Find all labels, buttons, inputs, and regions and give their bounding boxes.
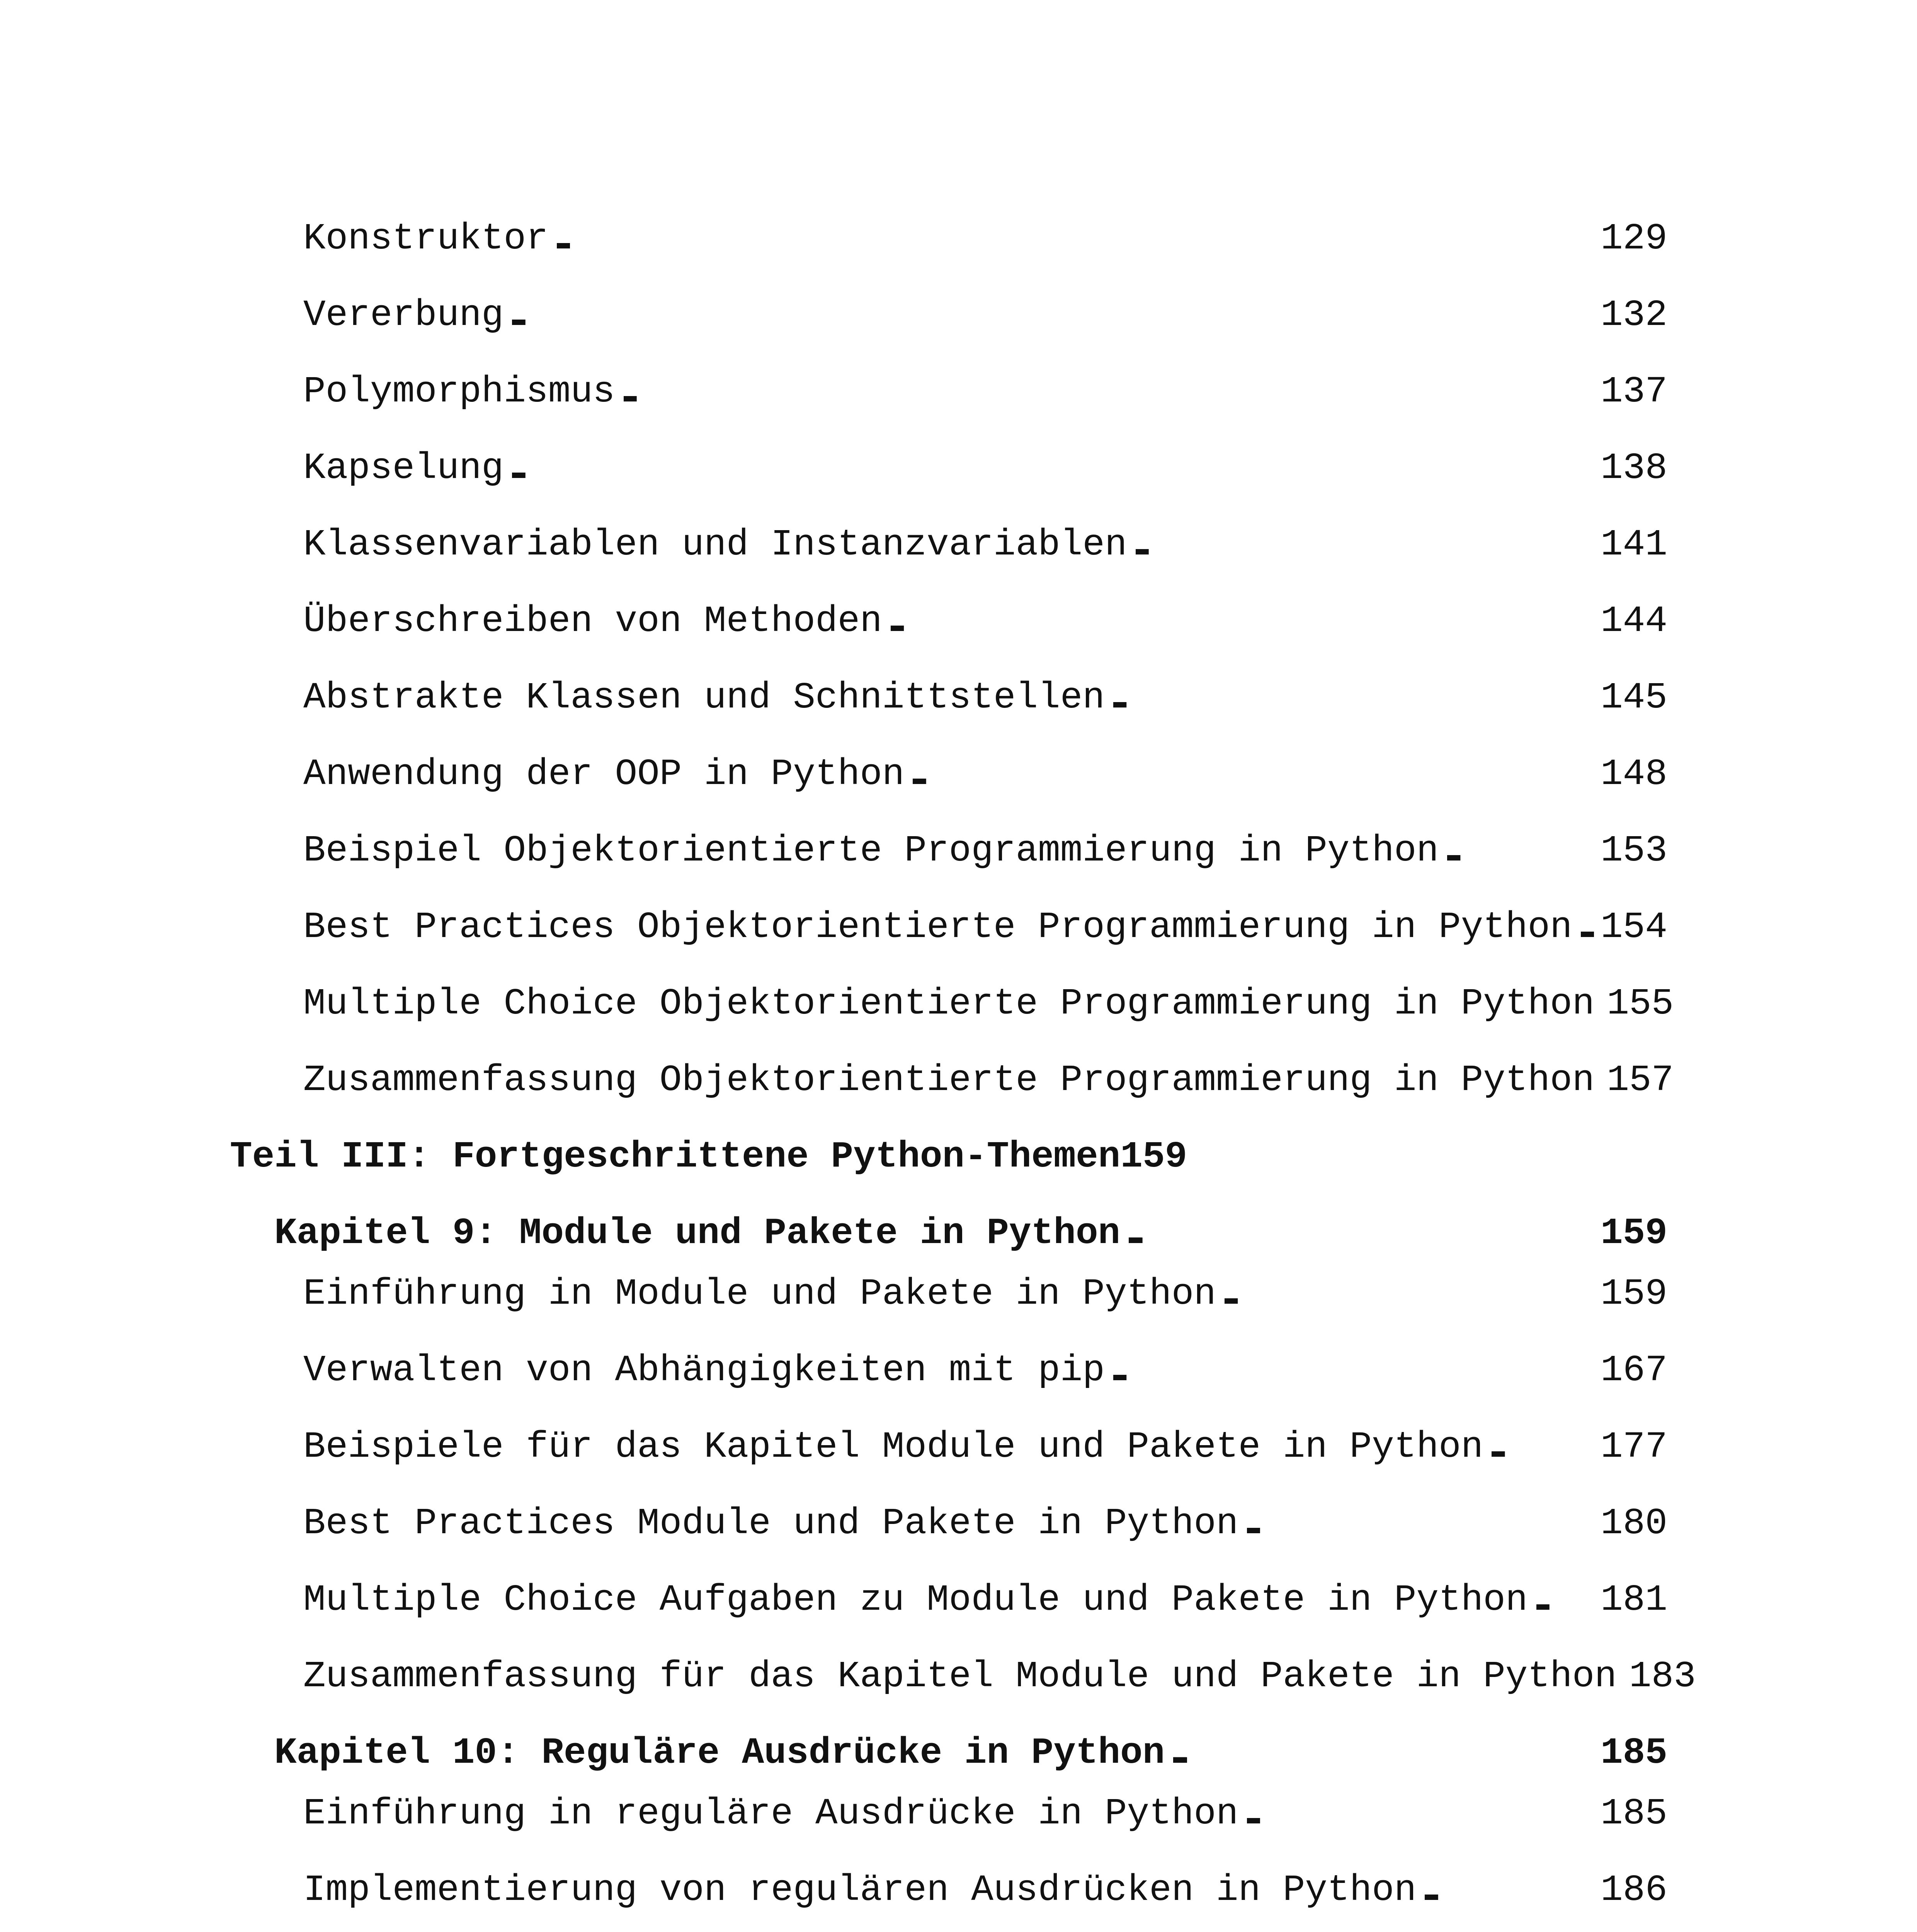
- toc-entry-page: 153: [1601, 830, 1667, 872]
- toc-entry[interactable]: [230, 981, 1674, 1026]
- toc-entry[interactable]: [230, 369, 1667, 414]
- toc-entry[interactable]: [230, 1501, 1667, 1546]
- toc-entry-page: 181: [1601, 1579, 1667, 1621]
- toc-entry[interactable]: [230, 828, 1667, 873]
- toc-part-page: 159: [1120, 1136, 1187, 1178]
- toc-entry-title: Best Practices Module und Pakete in Python: [303, 1502, 1238, 1544]
- toc-entry-page: 132: [1601, 294, 1667, 336]
- toc-entry-page: 167: [1601, 1349, 1667, 1391]
- leader-dots: [1536, 1578, 1597, 1622]
- toc-part-heading[interactable]: [230, 1134, 1667, 1179]
- toc-entry-page: 138: [1601, 447, 1667, 489]
- toc-entry-title: Einführung in reguläre Ausdrücke in Python: [303, 1793, 1238, 1835]
- toc-entry-title: Beispiel Objektorientierte Programmierung in Python: [303, 830, 1439, 872]
- leader-dots: [557, 216, 1597, 261]
- toc-entry-title: Vererbung: [303, 294, 504, 336]
- toc-entry[interactable]: [230, 675, 1667, 720]
- toc-entry[interactable]: [230, 293, 1667, 337]
- toc-entry-page: 186: [1601, 1869, 1667, 1911]
- toc-entry-page: 129: [1601, 218, 1667, 260]
- toc-entry-title: Zusammenfassung für das Kapitel Module und Pakete in Python: [303, 1655, 1617, 1697]
- leader-dots: [1113, 675, 1597, 720]
- toc-entry[interactable]: [230, 1348, 1667, 1393]
- toc-entry-title: Beispiele für das Kapitel Module und Pakete in Python: [303, 1426, 1483, 1468]
- toc-chapter-heading[interactable]: [230, 1731, 1667, 1775]
- toc-entry-title: Anwendung der OOP in Python: [303, 753, 905, 795]
- leader-dots: [1492, 1425, 1597, 1469]
- toc-chapter-heading[interactable]: [230, 1211, 1667, 1255]
- toc-entry-page: 148: [1601, 753, 1667, 795]
- toc-entry-page: 180: [1601, 1502, 1667, 1544]
- toc-entry-title: Best Practices Objektorientierte Programmierung in Python: [303, 906, 1572, 948]
- leader-dots: [512, 293, 1597, 337]
- toc-entry-page: 183: [1629, 1655, 1696, 1697]
- toc-entry-title: Abstrakte Klassen und Schnittstellen: [303, 677, 1105, 719]
- toc-entry-page: 137: [1601, 371, 1667, 413]
- leader-dots: [1225, 1272, 1597, 1316]
- toc-entry-title: Verwalten von Abhängigkeiten mit pip: [303, 1349, 1105, 1391]
- toc-chapter-title: Kapitel 9: Module und Pakete in Python: [274, 1212, 1121, 1254]
- toc-entry-page: 185: [1601, 1793, 1667, 1835]
- toc-entry-page: 155: [1607, 983, 1674, 1025]
- toc-entry[interactable]: [230, 1578, 1667, 1622]
- toc-chapter-page: 159: [1601, 1212, 1667, 1254]
- toc-entry[interactable]: [230, 905, 1667, 949]
- toc-entry-title: Zusammenfassung Objektorientierte Programmierung in Python: [303, 1059, 1595, 1101]
- leader-dots: [1173, 1731, 1597, 1775]
- leader-dots: [624, 369, 1597, 414]
- toc-entry-title: Klassenvariablen und Instanzvariablen: [303, 524, 1127, 566]
- leader-dots: [1247, 1501, 1597, 1546]
- toc-entry[interactable]: [230, 1425, 1667, 1469]
- toc-entry-title: Konstruktor: [303, 218, 548, 260]
- toc-entry-page: 157: [1607, 1059, 1674, 1101]
- toc-entry-page: 144: [1601, 600, 1667, 642]
- toc-chapter-page: 185: [1601, 1732, 1667, 1774]
- toc-entry-title: Einführung in Module und Pakete in Python: [303, 1273, 1216, 1315]
- leader-dots: [891, 599, 1597, 643]
- leader-dots: [1247, 1791, 1597, 1836]
- toc-entry-page: 154: [1601, 906, 1667, 948]
- toc-entry-title: Polymorphismus: [303, 371, 615, 413]
- table-of-contents: [230, 216, 1696, 1932]
- toc-entry-page: 145: [1601, 677, 1667, 719]
- toc-entry[interactable]: [230, 1791, 1667, 1836]
- toc-entry[interactable]: [230, 599, 1667, 643]
- leader-dots: [512, 446, 1597, 490]
- leader-dots: [1113, 1348, 1597, 1393]
- toc-entry[interactable]: [230, 216, 1667, 261]
- toc-entry[interactable]: [230, 1058, 1674, 1102]
- toc-entry[interactable]: [230, 1272, 1667, 1316]
- leader-dots: [1129, 1211, 1597, 1255]
- leader-dots: [1581, 905, 1597, 949]
- toc-entry-page: 141: [1601, 524, 1667, 566]
- toc-entry-title: Implementierung von regulären Ausdrücken in Python: [303, 1869, 1417, 1911]
- toc-part-title: Teil III: Fortgeschrittene Python-Themen: [230, 1136, 1121, 1178]
- toc-entry-page: 177: [1601, 1426, 1667, 1468]
- toc-entry[interactable]: [230, 446, 1667, 490]
- toc-entry[interactable]: [230, 522, 1667, 567]
- toc-entry-title: Kapselung: [303, 447, 504, 489]
- leader-dots: [1425, 1868, 1597, 1912]
- toc-entry-title: Multiple Choice Objektorientierte Programmierung in Python: [303, 983, 1595, 1025]
- toc-entry-title: Multiple Choice Aufgaben zu Module und Pakete in Python: [303, 1579, 1528, 1621]
- leader-dots: [1447, 828, 1597, 873]
- toc-entry-page: 159: [1601, 1273, 1667, 1315]
- toc-entry[interactable]: [230, 1868, 1667, 1912]
- leader-dots: [913, 752, 1597, 796]
- toc-entry[interactable]: [230, 1654, 1696, 1699]
- toc-entry-title: Überschreiben von Methoden: [303, 600, 882, 642]
- leader-dots: [1136, 522, 1597, 567]
- toc-entry[interactable]: [230, 752, 1667, 796]
- toc-chapter-title: Kapitel 10: Reguläre Ausdrücke in Python: [274, 1732, 1165, 1774]
